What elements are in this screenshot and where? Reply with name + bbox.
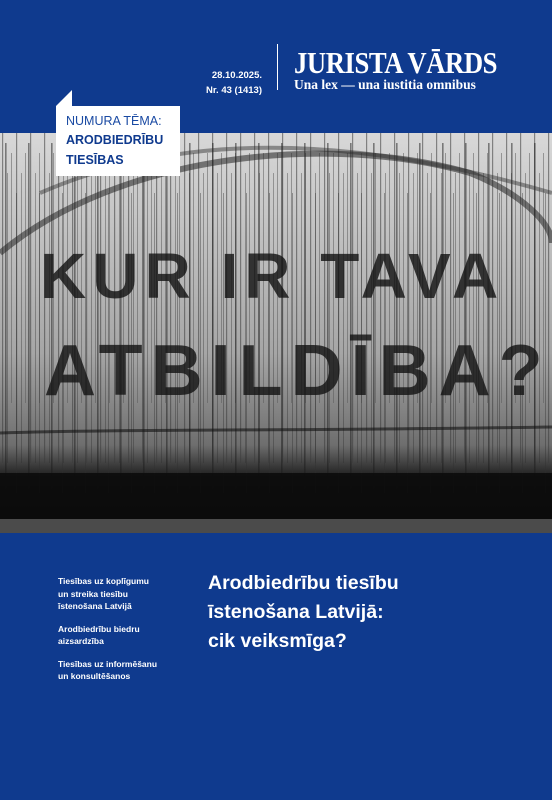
masthead-motto: Una lex — una iustitia omnibus <box>294 77 476 92</box>
issue-date: 28.10.2025. <box>211 70 262 81</box>
header-divider <box>277 44 278 90</box>
cover-headline: Arodbiedrību tiesību īstenošana Latvijā: cik veiksmīga? <box>208 572 399 652</box>
issue-number: Nr. 43 (1413) <box>206 85 262 96</box>
graffiti-line-2: ATBILDĪBA? <box>44 331 551 411</box>
topic-item: Arodbiedrību biedru aizsardzība <box>58 623 140 646</box>
cover-photo <box>0 133 552 533</box>
theme-label: NUMURA TĒMA: <box>66 114 162 128</box>
topics-list <box>58 575 188 693</box>
issue-info <box>142 68 262 98</box>
theme-tag-notch <box>56 90 72 106</box>
masthead <box>294 46 534 92</box>
graffiti-wall-image <box>0 133 552 533</box>
graffiti-line-1: KUR IR TAVA <box>40 240 505 312</box>
topic-item: Tiesības uz koplīgumu un streika tiesību īstenošana Latvijā <box>58 576 149 611</box>
theme-title: ARODBIEDRĪBU TIESĪBAS <box>66 133 164 167</box>
masthead-title: JURISTA VĀRDS <box>294 45 498 80</box>
topic-item: Tiesības uz informēšanu un konsultēšanos <box>58 658 158 681</box>
